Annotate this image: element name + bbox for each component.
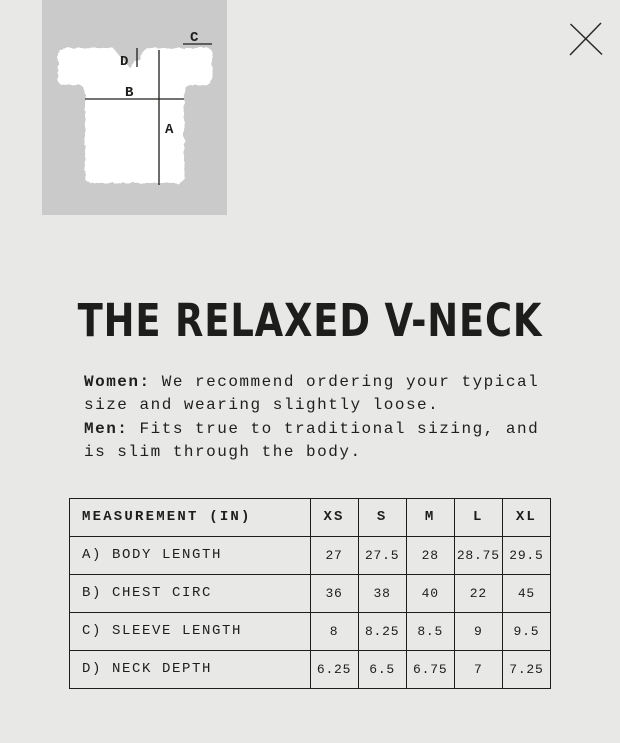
column-header-s: S <box>358 498 406 536</box>
column-header-xs: XS <box>310 498 358 536</box>
size-value-cell: 6.5 <box>358 650 406 688</box>
size-value-cell: 8.25 <box>358 612 406 650</box>
tshirt-diagram-svg <box>42 0 227 215</box>
diagram-label-b: B <box>125 85 134 101</box>
fit-note-women <box>84 371 545 418</box>
size-value-cell: 7.25 <box>502 650 550 688</box>
size-value-cell: 8 <box>310 612 358 650</box>
size-value-cell: 36 <box>310 574 358 612</box>
size-value-cell: 28 <box>406 536 454 574</box>
size-value-cell: 29.5 <box>502 536 550 574</box>
table-row-body-length <box>70 536 551 574</box>
table-row-neck-depth <box>70 650 551 688</box>
column-header-l: L <box>454 498 502 536</box>
close-icon <box>569 22 603 56</box>
measurement-label-cell: C) SLEEVE LENGTH <box>70 612 311 650</box>
size-value-cell: 40 <box>406 574 454 612</box>
size-value-cell: 6.75 <box>406 650 454 688</box>
size-value-cell: 9.5 <box>502 612 550 650</box>
size-value-cell: 27.5 <box>358 536 406 574</box>
size-value-cell: 38 <box>358 574 406 612</box>
size-value-cell: 28.75 <box>454 536 502 574</box>
fit-notes <box>75 371 545 465</box>
measurement-label-cell: D) NECK DEPTH <box>70 650 311 688</box>
size-value-cell: 45 <box>502 574 550 612</box>
measurement-label-cell: B) CHEST CIRC <box>70 574 311 612</box>
fit-note-women-text: We recommend ordering your typical size and wearing slightly loose. <box>84 373 540 415</box>
size-value-cell: 22 <box>454 574 502 612</box>
size-value-cell: 9 <box>454 612 502 650</box>
column-header-m: M <box>406 498 454 536</box>
size-value-cell: 6.25 <box>310 650 358 688</box>
fit-note-men-text: Fits true to traditional sizing, and is slim through the body. <box>84 419 540 462</box>
column-header-measurement: MEASUREMENT (IN) <box>70 498 311 536</box>
diagram-label-c: C <box>190 30 199 46</box>
fit-note-men <box>84 418 545 465</box>
table-row-sleeve-length <box>70 612 551 650</box>
fit-note-men-label: Men: <box>84 419 129 438</box>
tshirt-outline <box>58 48 212 183</box>
tshirt-measurement-diagram <box>42 0 227 215</box>
column-header-xl: XL <box>502 498 550 536</box>
diagram-label-d: D <box>120 54 129 70</box>
fit-note-women-label: Women: <box>84 373 151 391</box>
size-value-cell: 7 <box>454 650 502 688</box>
size-value-cell: 8.5 <box>406 612 454 650</box>
page-title: THE RELAXED V-NECK <box>77 294 543 347</box>
diagram-label-a: A <box>165 122 174 138</box>
size-value-cell: 27 <box>310 536 358 574</box>
size-table-header-row <box>70 498 551 536</box>
close-button[interactable] <box>564 17 608 61</box>
table-row-chest-circ <box>70 574 551 612</box>
measurement-label-cell: A) BODY LENGTH <box>70 536 311 574</box>
size-table <box>69 498 551 689</box>
